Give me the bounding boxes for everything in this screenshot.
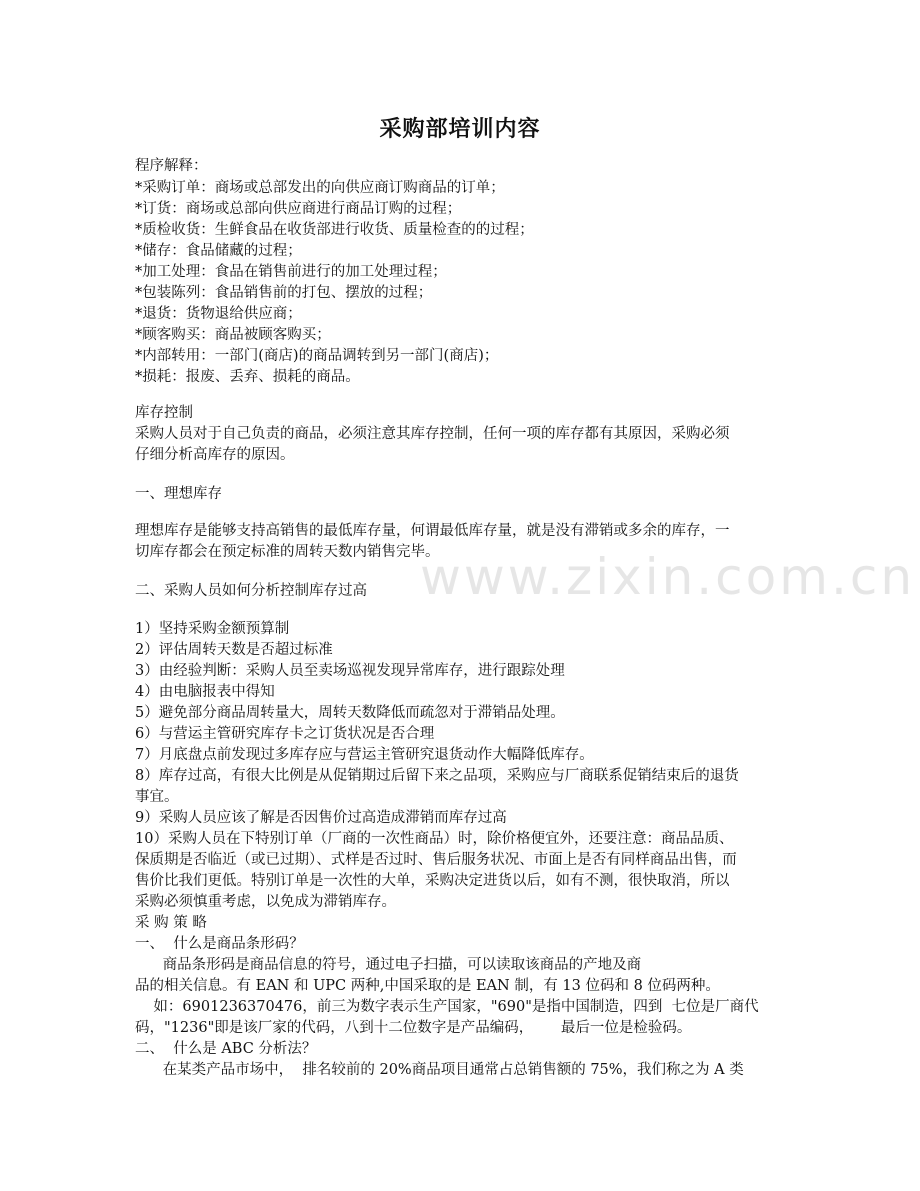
text-line: 商品条形码是商品信息的符号，通过电子扫描，可以读取该商品的产地及商 bbox=[135, 957, 642, 973]
list-item: 保质期是否临近（或已过期）、式样是否过时、售后服务状况、市面上是否有同样商品出售，而 bbox=[135, 852, 737, 868]
text-line: 如：6901236370476，前三为数字表示生产国家，"690"是指中国制造，四到 七位是厂商代 bbox=[135, 999, 759, 1015]
text-line: 理想库存是能够支持高销售的最低库存量，何谓最低库存量，就是没有滞销或多余的库存，一 bbox=[135, 523, 730, 539]
text-line: *加工处理：食品在销售前进行的加工处理过程； bbox=[135, 264, 447, 280]
text-line: 程序解释： bbox=[135, 158, 208, 174]
section-heading: 二、 什么是 ABC 分析法？ bbox=[135, 1041, 317, 1057]
page-title: 采购部培训内容 bbox=[379, 116, 541, 142]
list-item: 售价比我们更低。特别订单是一次性的大单，采购决定进货以后，如有不测，很快取消，所以 bbox=[135, 873, 730, 889]
list-item: 7）月底盘点前发现过多库存应与营运主管研究退货动作大幅降低库存。 bbox=[135, 747, 594, 763]
list-item: 10）采购人员在下特别订单（厂商的一次性商品）时，除价格便宜外，还要注意：商品品质、 bbox=[135, 831, 734, 847]
list-item: 9）采购人员应该了解是否因售价过高造成滞销而库存过高 bbox=[135, 810, 507, 826]
text-line: *储存：食品储藏的过程； bbox=[135, 243, 302, 259]
text-line: *包装陈列：食品销售前的打包、摆放的过程； bbox=[135, 285, 433, 301]
list-item: 采购必须慎重考虑，以免成为滞销库存。 bbox=[135, 894, 396, 910]
list-item: 3）由经验判断：采购人员至卖场巡视发现异常库存，进行跟踪处理 bbox=[135, 663, 565, 679]
text-line: 采购人员对于自己负责的商品，必须注意其库存控制，任何一项的库存都有其原因，采购必须 bbox=[135, 426, 730, 442]
watermark: www.zixin.com.cn bbox=[420, 548, 916, 606]
section-heading: 采 购 策 略 bbox=[135, 915, 207, 931]
text-line: 码，"1236"即是该厂家的代码，八到十二位数字是产品编码， 最后一位是检验码。 bbox=[135, 1020, 692, 1036]
list-item: 2）评估周转天数是否超过标准 bbox=[135, 642, 333, 658]
list-item: 4）由电脑报表中得知 bbox=[135, 684, 275, 700]
section-heading: 二、采购人员如何分析控制库存过高 bbox=[135, 583, 367, 599]
list-item: 1）坚持采购金额预算制 bbox=[135, 621, 290, 637]
text-line: *质检收货：生鲜食品在收货部进行收货、质量检查的的过程； bbox=[135, 222, 534, 238]
text-line: 品的相关信息。有 EAN 和 UPC 两种,中国采取的是 EAN 制，有 13 位码和 8 位码两种。 bbox=[135, 978, 720, 994]
text-line: *内部转用：一部门(商店)的商品调转到另一部门(商店)； bbox=[135, 348, 499, 364]
text-line: *损耗：报废、丢弃、损耗的商品。 bbox=[135, 369, 360, 385]
section-heading: 一、 什么是商品条形码？ bbox=[135, 936, 304, 952]
text-line: *订货：商场或总部向供应商进行商品订购的过程； bbox=[135, 201, 462, 217]
text-line: *退货：货物退给供应商； bbox=[135, 306, 302, 322]
section-heading: 库存控制 bbox=[135, 405, 193, 421]
text-line: *采购订单：商场或总部发出的向供应商订购商品的订单； bbox=[135, 180, 505, 196]
text-line: 切库存都会在预定标准的周转天数内销售完毕。 bbox=[135, 544, 440, 560]
text-line: 在某类产品市场中， 排名较前的 20%商品项目通常占总销售额的 75%，我们称之为 A 类 bbox=[135, 1062, 744, 1078]
text-line: 仔细分析高库存的原因。 bbox=[135, 447, 295, 463]
list-item: 事宜。 bbox=[135, 789, 179, 805]
text-line: *顾客购买：商品被顾客购买； bbox=[135, 327, 331, 343]
list-item: 8）库存过高，有很大比例是从促销期过后留下来之品项，采购应与厂商联系促销结束后的退货 bbox=[135, 768, 739, 784]
list-item: 5）避免部分商品周转量大，周转天数降低而疏忽对于滞销品处理。 bbox=[135, 705, 565, 721]
section-heading: 一、理想库存 bbox=[135, 486, 222, 502]
list-item: 6）与营运主管研究库存卡之订货状况是否合理 bbox=[135, 726, 435, 742]
